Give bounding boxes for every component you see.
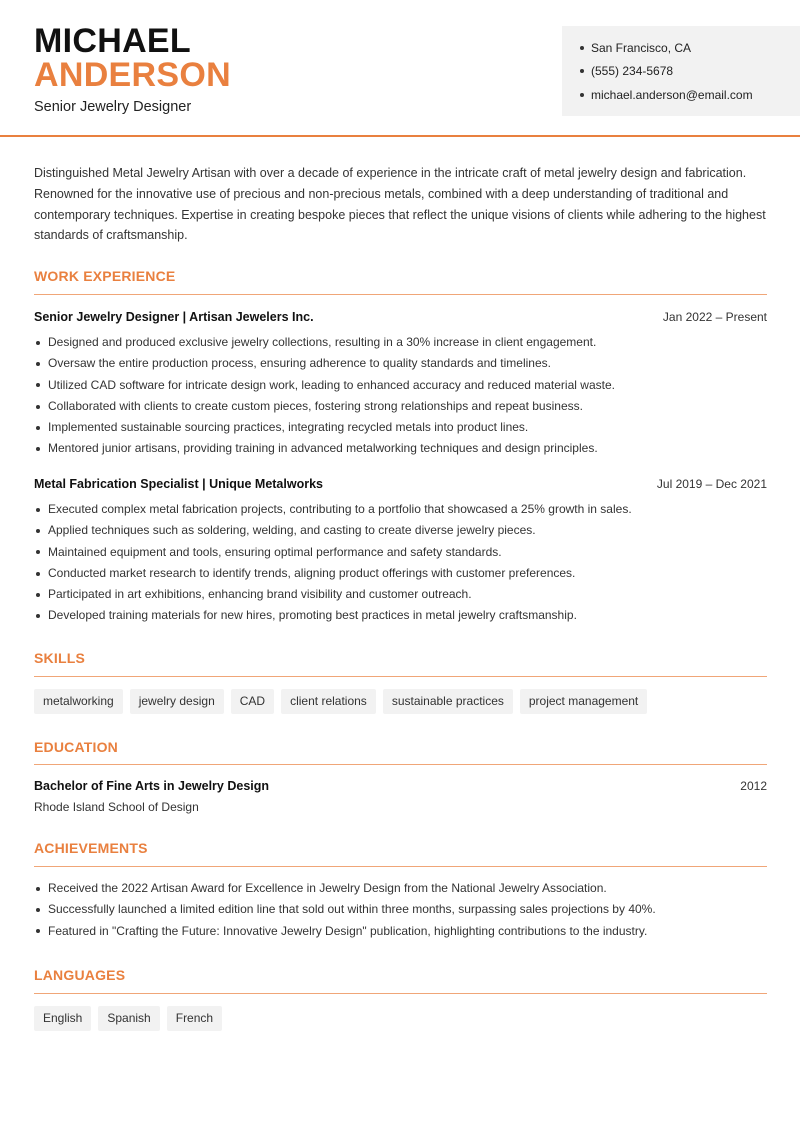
first-name: MICHAEL — [34, 22, 191, 60]
language-tag: French — [167, 1006, 222, 1031]
contact-box — [562, 26, 800, 116]
list-item: Mentored junior artisans, providing training in advanced metalworking techniques and design principles. — [34, 438, 774, 459]
job-role: Senior Jewelry Designer | Artisan Jewelers Inc. — [34, 310, 314, 324]
contact-phone: (555) 234-5678 — [580, 60, 800, 84]
section-divider — [34, 676, 767, 677]
section-divider — [34, 993, 767, 994]
bullet-icon — [580, 69, 584, 73]
skill-tag: CAD — [231, 689, 274, 714]
bullet-icon — [36, 929, 40, 933]
bullet-icon — [36, 508, 40, 512]
job-bullets — [34, 332, 774, 460]
education-header — [34, 779, 767, 793]
skill-tag: project management — [520, 689, 647, 714]
skill-tag: sustainable practices — [383, 689, 513, 714]
skill-tag: metalworking — [34, 689, 123, 714]
list-item: Featured in "Crafting the Future: Innovative Jewelry Design" publication, highlighting contributions to the industry. — [34, 921, 774, 942]
list-item: Participated in art exhibitions, enhancing brand visibility and customer outreach. — [34, 584, 774, 605]
list-item: Utilized CAD software for intricate design work, leading to enhanced accuracy and reduced material waste. — [34, 375, 774, 396]
section-title-education: EDUCATION — [34, 739, 118, 755]
bullet-icon — [580, 46, 584, 50]
list-item: Implemented sustainable sourcing practices, integrating recycled metals into product lines. — [34, 417, 774, 438]
achievement-list — [34, 878, 774, 942]
list-item: Received the 2022 Artisan Award for Excellence in Jewelry Design from the National Jewelry Association. — [34, 878, 774, 899]
summary: Distinguished Metal Jewelry Artisan with over a decade of experience in the intricate craft of metal jewelry design and fabrication. Renowned for the innovative use of precious and non-precious metals, combined with a deep understanding of traditional and contemporary techniques. Expertise in creating bespoke pieces that reflect the unique visions of clients while adhering to the highest standards of craftsmanship. — [34, 166, 766, 243]
list-item: Collaborated with clients to create custom pieces, fostering strong relationships and repeat business. — [34, 396, 774, 417]
job-bullets — [34, 499, 774, 627]
graduation-year: 2012 — [740, 779, 767, 793]
skill-tag: client relations — [281, 689, 376, 714]
section-divider — [34, 764, 767, 765]
bullet-icon — [580, 93, 584, 97]
list-item: Conducted market research to identify trends, aligning product offerings with customer preferences. — [34, 563, 774, 584]
job-header — [34, 477, 767, 491]
list-item: Developed training materials for new hires, promoting best practices in metal jewelry craftsmanship. — [34, 605, 774, 626]
bullet-icon — [36, 908, 40, 912]
job-role: Metal Fabrication Specialist | Unique Metalworks — [34, 477, 323, 491]
last-name: ANDERSON — [34, 56, 231, 94]
section-divider — [34, 294, 767, 295]
contact-email: michael.anderson@email.com — [580, 83, 800, 107]
bullet-icon — [36, 341, 40, 345]
contact-location: San Francisco, CA — [580, 36, 800, 60]
bullet-icon — [36, 362, 40, 366]
language-tag: English — [34, 1006, 91, 1031]
bullet-icon — [36, 614, 40, 618]
section-divider — [34, 866, 767, 867]
job-title: Senior Jewelry Designer — [34, 99, 192, 115]
bullet-icon — [36, 593, 40, 597]
skill-tag: jewelry design — [130, 689, 224, 714]
list-item: Oversaw the entire production process, ensuring adherence to quality standards and timelines. — [34, 353, 774, 374]
degree: Bachelor of Fine Arts in Jewelry Design — [34, 779, 270, 793]
school-name: Rhode Island School of Design — [34, 800, 199, 814]
job-header — [34, 310, 767, 324]
section-title-achievements: ACHIEVEMENTS — [34, 840, 148, 856]
skill-tags — [34, 689, 647, 714]
language-tag: Spanish — [98, 1006, 159, 1031]
section-title-skills: SKILLS — [34, 650, 85, 666]
bullet-icon — [36, 447, 40, 451]
bullet-icon — [36, 383, 40, 387]
bullet-icon — [36, 426, 40, 430]
resume-header — [0, 0, 800, 137]
bullet-icon — [36, 529, 40, 533]
bullet-icon — [36, 550, 40, 554]
bullet-icon — [36, 887, 40, 891]
list-item: Applied techniques such as soldering, welding, and casting to create diverse jewelry pieces. — [34, 520, 774, 541]
language-tags — [34, 1006, 222, 1031]
list-item: Successfully launched a limited edition line that sold out within three months, surpassing sales projections by 40%. — [34, 899, 774, 920]
list-item: Designed and produced exclusive jewelry collections, resulting in a 30% increase in client engagement. — [34, 332, 774, 353]
list-item: Maintained equipment and tools, ensuring optimal performance and safety standards. — [34, 542, 774, 563]
section-title-languages: LANGUAGES — [34, 967, 126, 983]
job-date: Jan 2022 – Present — [662, 310, 767, 324]
section-title-work: WORK EXPERIENCE — [34, 268, 176, 284]
list-item: Executed complex metal fabrication projects, contributing to a portfolio that showcased a 25% growth in sales. — [34, 499, 774, 520]
job-date: Jul 2019 – Dec 2021 — [656, 477, 767, 491]
bullet-icon — [36, 405, 40, 409]
bullet-icon — [36, 572, 40, 576]
